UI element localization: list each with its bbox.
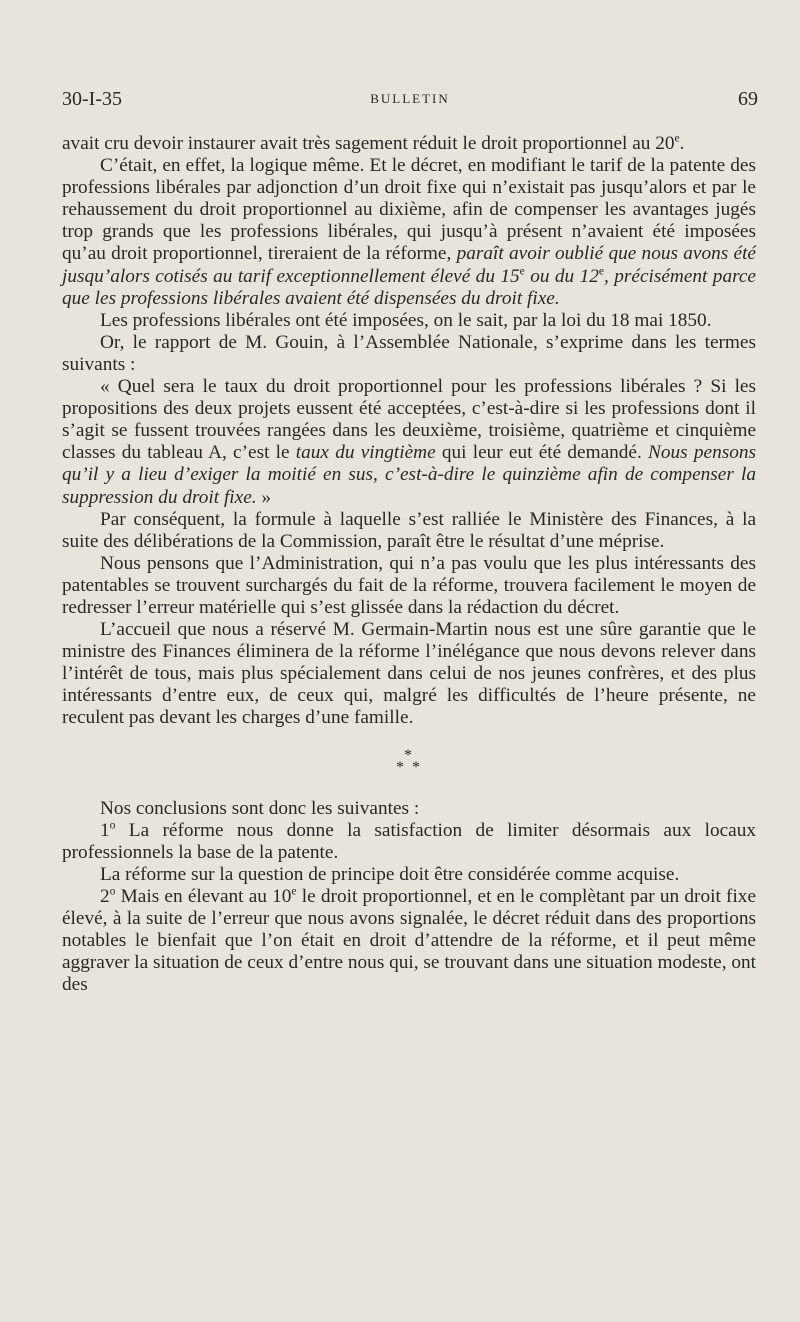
text-run: C’était, en effet, la logique même. Et le décret, en modifiant le tarif de la patente des professions libérales par adjonction d’un droit fixe qui n’existait pas jusqu’alors et par le rehaussement du droit proportionnel au dixième, afin de compenser les avantages jugés trop grands que les professions libérales, qui jusqu’à présent n’avaient été imposées qu’au droit proportionnel, tireraient de la réforme,	[62, 155, 756, 265]
superscript: o	[109, 884, 116, 898]
paragraph	[62, 798, 756, 820]
superscript: e	[291, 884, 297, 898]
italic-text: ou du 12	[524, 265, 599, 287]
text-run: Les professions libérales ont été imposées, on le sait, par la loi du 18 mai 1850.	[100, 309, 712, 331]
text-run: 2	[100, 885, 110, 907]
paragraph	[62, 332, 756, 376]
header-title: BULLETIN	[370, 91, 450, 106]
text-run: « Quel sera le taux du droit proportionnel pour les professions libérales ? Si les propositions des deux projets eussent été acceptées, c’est-à-dire si les professions dont il s’agit se fussent trouvées rangées dans les deuxième, troisième, quatrième et cinquième classes du tableau A, c’est le	[62, 376, 756, 464]
italic-text: Nous pensons qu’il y a lieu d’exiger la moitié en sus, c’est-à-dire le quinzième afin de compenser la suppression du droit fixe.	[62, 442, 757, 508]
superscript: e	[674, 131, 680, 145]
superscript: o	[109, 818, 116, 832]
text-run: Mais en élevant au 10	[115, 885, 292, 907]
text-run: .	[679, 133, 685, 154]
paragraph	[62, 619, 756, 729]
paragraph	[62, 886, 756, 996]
superscript: e	[598, 264, 605, 278]
italic-text: paraît avoir oublié que nous avons été jusqu’alors cotisés au tarif exceptionnellement élevé du 15	[62, 243, 756, 287]
separator-asterism	[62, 746, 756, 776]
asterism-top: *	[404, 746, 414, 764]
text-run: Par conséquent, la formule à laquelle s’est ralliée le Ministère des Finances, à la suite des délibérations de la Commission, paraît être le résultat d’une méprise.	[62, 508, 756, 552]
page-header	[62, 88, 758, 118]
header-date: 30-I-35	[62, 88, 122, 110]
text-run: avait cru devoir instaurer avait très sagement réduit le droit proportionnel au 20	[62, 133, 675, 154]
text-section-after	[62, 798, 756, 997]
italic-text: taux du vingtième	[295, 442, 436, 464]
paragraph	[62, 310, 756, 332]
paragraph	[62, 509, 756, 553]
text-run: Nous pensons que l’Administration, qui n’a pas voulu que les plus intéressants des patentables se trouvent surchargés du fait de la réforme, trouvera facilement le moyen de redresser l’erreur matérielle qui s’est glissée dans la rédaction du décret.	[62, 552, 756, 618]
text-run: La réforme nous donne la satisfaction de limiter désormais aux locaux professionnels la base de la patente.	[62, 819, 756, 863]
italic-text: , précisément parce que les professions libérales avaient été dispensées du droit fixe.	[62, 265, 756, 309]
text-run: 1	[100, 819, 110, 841]
body-text	[62, 133, 756, 996]
text-section-before	[62, 133, 756, 730]
paragraph	[62, 864, 756, 886]
text-run: qui leur eut été demandé.	[435, 442, 649, 464]
text-run: Or, le rapport de M. Gouin, à l’Assemblée Nationale, s’exprime dans les termes suivants :	[62, 331, 756, 375]
paragraph	[62, 820, 756, 864]
text-run: La réforme sur la question de principe doit être considérée comme acquise.	[100, 863, 680, 885]
asterism-bottom: * *	[396, 758, 422, 776]
text-run: L’accueil que nous a réservé M. Germain-Martin nous est une sûre garantie que le ministre des Finances éliminera de la réforme l’inélégance que nous devons relever dans l’intérêt de tous, mais plus spécialement dans celui de nos jeunes confrères, et des plus intéressants d’entre eux, de ceux qui, malgré les difficultés de l’heure présente, ne reculent pas devant les charges d’une famille.	[62, 619, 756, 729]
page-number: 69	[738, 88, 758, 110]
paragraph	[62, 155, 756, 310]
paragraph	[62, 133, 756, 155]
paragraph	[62, 376, 756, 509]
paragraph	[62, 553, 756, 619]
text-run: »	[256, 486, 272, 508]
text-run: Nos conclusions sont donc les suivantes :	[100, 797, 420, 819]
text-run: le droit proportionnel, et en le complètant par un droit fixe élevé, à la suite de l’erreur que nous avons signalée, le décret réduit dans des proportions notables le bienfait que l’on était en droit d’attendre de la réforme, et il peut même aggraver la situation de ceux d’entre nous qui, se trouvant dans une situation modeste, ont des	[62, 885, 756, 996]
superscript: e	[519, 264, 525, 278]
